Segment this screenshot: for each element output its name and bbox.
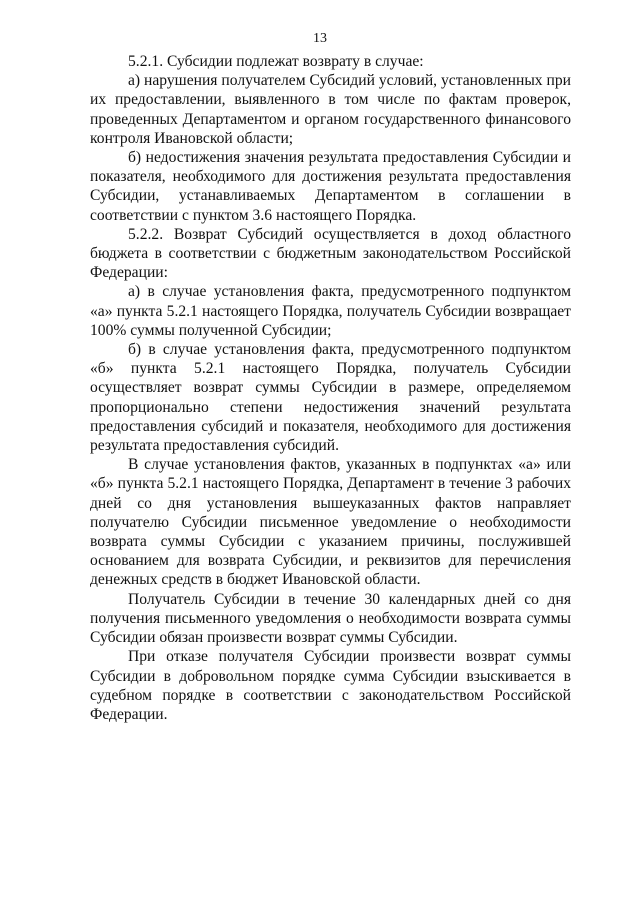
- paragraph-5-2-1-a: а) нарушения получателем Субсидий условий, установленных при их предоставлении, выявленного в том числе по фактам проверок, проведенных Департаментом и органом государственного финансового контроля Ивановской области;: [90, 72, 571, 147]
- paragraph-judicial-recovery: При отказе получателя Субсидии произвести возврат суммы Субсидии в добровольном порядке сумма Субсидии взыскивается в судебном порядке в соответствии с законодательством Российской Федерации.: [90, 648, 571, 723]
- paragraph-5-2-1: 5.2.1. Субсидии подлежат возврату в случае:: [128, 53, 424, 70]
- paragraph-5-2-1-b: б) недостижения значения результата предоставления Субсидии и показателя, необходимого для достижения результата предоставления Субсидии, устанавливаемых Департаментом в соглашении в соответствии с пунктом 3.6 настоящего Порядка.: [90, 149, 571, 224]
- page-number: 13: [313, 31, 327, 46]
- paragraph-5-2-2-a: а) в случае установления факта, предусмотренного подпунктом «а» пункта 5.2.1 настоящего Порядка, получатель Субсидии возвращает 100% суммы полученной Субсидии;: [90, 283, 571, 339]
- paragraph-notification: В случае установления фактов, указанных в подпунктах «а» или «б» пункта 5.2.1 настоящего Порядка, Департамент в течение 3 рабочих дней со дня установления вышеуказанных фактов направляет получателю Субсидии письменное уведомление о необходимости возврата суммы Субсидии с указанием причины, послужившей основанием для возврата Субсидии, и реквизитов для перечисления денежных средств в бюджет Ивановской области.: [90, 456, 571, 589]
- document-body: [90, 52, 571, 724]
- paragraph-5-2-2-b: б) в случае установления факта, предусмотренного подпунктом «б» пункта 5.2.1 настоящего Порядка, получатель Субсидии осуществляет возврат суммы Субсидии в размере, определяемом пропорционально степени недостижения значений результата предоставления субсидий и показателя, необходимого для достижения результата предоставления субсидий.: [90, 341, 571, 455]
- paragraph-return-deadline: Получатель Субсидии в течение 30 календарных дней со дня получения письменного уведомления о необходимости возврата суммы Субсидии обязан произвести возврат суммы Субсидии.: [90, 590, 571, 647]
- paragraph-5-2-2: 5.2.2. Возврат Субсидий осуществляется в доход областного бюджета в соответствии с бюджетным законодательством Российской Федерации:: [90, 225, 571, 282]
